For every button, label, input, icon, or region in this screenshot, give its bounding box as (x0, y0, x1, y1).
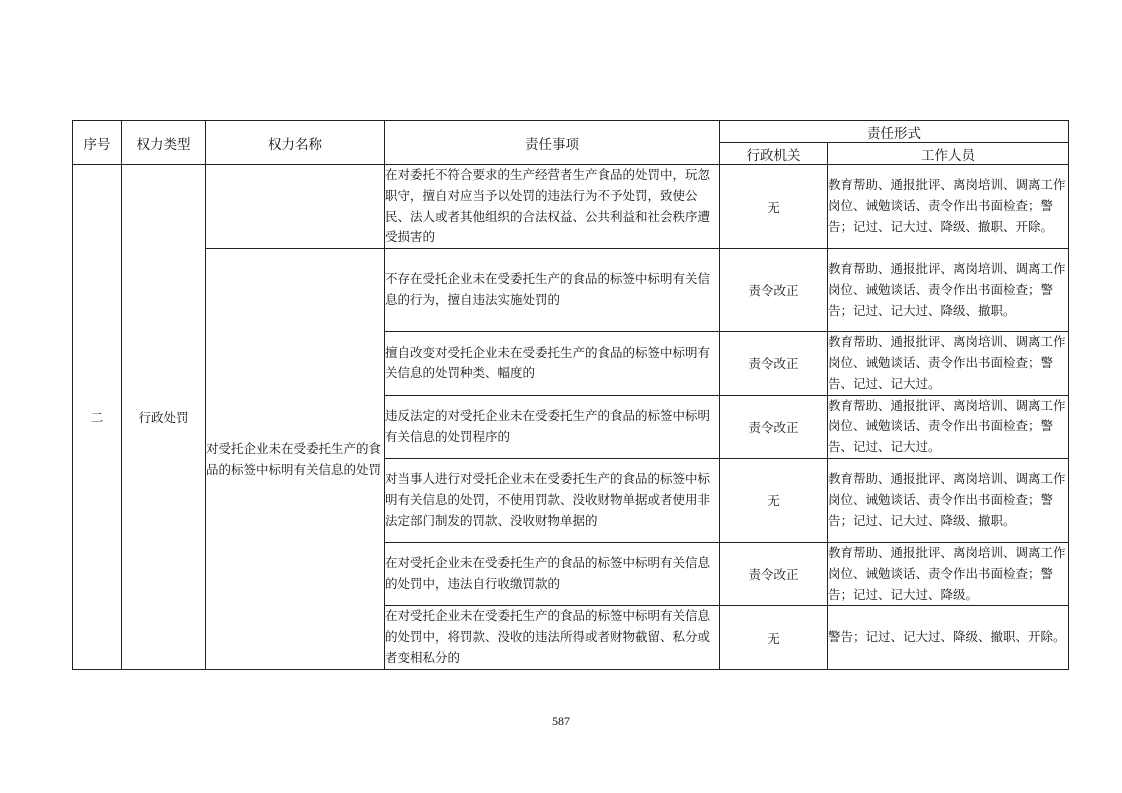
agency-form: 无 (720, 165, 828, 249)
staff-form: 教育帮助、通报批评、离岗培训、调离工作岗位、诫勉谈话、责令作出书面检查；警告、记过、记大过。 (828, 332, 1069, 395)
table-row (73, 165, 1069, 249)
staff-form: 教育帮助、通报批评、离岗培训、调离工作岗位、诫勉谈话、责令作出书面检查；警告；记过、记大过、降级、撤职。 (828, 458, 1069, 542)
header-responsibility: 责任事项 (385, 121, 720, 165)
header-seq: 序号 (73, 121, 122, 165)
agency-form: 无 (720, 458, 828, 542)
agency-form: 责令改正 (720, 332, 828, 395)
agency-form: 责令改正 (720, 395, 828, 458)
table-row (73, 249, 1069, 332)
header-power-name: 权力名称 (206, 121, 385, 165)
responsibility-item: 擅自改变对受托企业未在受委托生产的食品的标签中标明有关信息的处罚种类、幅度的 (385, 332, 720, 395)
staff-form: 教育帮助、通报批评、离岗培训、调离工作岗位、诫勉谈话、责令作出书面检查；警告、记过、记大过。 (828, 395, 1069, 458)
responsibility-item: 在对委托不符合要求的生产经营者生产食品的处罚中，玩忽职守，擅自对应当予以处罚的违法行为不予处罚，致使公民、法人或者其他组织的合法权益、公共利益和社会秩序遭受损害的 (385, 165, 720, 249)
group-power-name: 对受托企业未在受委托生产的食品的标签中标明有关信息的处罚 (206, 249, 385, 670)
agency-form: 责令改正 (720, 542, 828, 605)
responsibility-item: 不存在受托企业未在受委托生产的食品的标签中标明有关信息的行为，擅自违法实施处罚的 (385, 249, 720, 332)
staff-form: 教育帮助、通报批评、离岗培训、调离工作岗位、诫勉谈话、责令作出书面检查；警告；记过、记大过、降级。 (828, 542, 1069, 605)
group-power-type: 行政处罚 (122, 165, 206, 670)
agency-form: 责令改正 (720, 249, 828, 332)
header-form-group: 责任形式 (720, 121, 1069, 143)
header-agency: 行政机关 (720, 143, 828, 165)
group-seq: 二 (73, 165, 122, 670)
staff-form: 教育帮助、通报批评、离岗培训、调离工作岗位、诫勉谈话、责令作出书面检查；警告；记过、记大过、降级、撤职。 (828, 249, 1069, 332)
page-number: 587 (552, 714, 570, 728)
responsibility-item: 对当事人进行对受托企业未在受委托生产的食品的标签中标明有关信息的处罚，不使用罚款、没收财物单据或者使用非法定部门制发的罚款、没收财物单据的 (385, 458, 720, 542)
agency-form: 无 (720, 606, 828, 669)
header-staff: 工作人员 (828, 143, 1069, 165)
responsibility-table (72, 120, 1069, 670)
responsibility-item: 在对受托企业未在受委托生产的食品的标签中标明有关信息的处罚中，违法自行收缴罚款的 (385, 542, 720, 605)
power-name-top (206, 165, 385, 249)
header-power-type: 权力类型 (122, 121, 206, 165)
responsibility-item: 违反法定的对受托企业未在受委托生产的食品的标签中标明有关信息的处罚程序的 (385, 395, 720, 458)
responsibility-item: 在对受托企业未在受委托生产的食品的标签中标明有关信息的处罚中，将罚款、没收的违法所得或者财物截留、私分或者变相私分的 (385, 606, 720, 669)
staff-form: 教育帮助、通报批评、离岗培训、调离工作岗位、诫勉谈话、责令作出书面检查；警告；记过、记大过、降级、撤职、开除。 (828, 165, 1069, 249)
staff-form: 警告；记过、记大过、降级、撤职、开除。 (828, 606, 1069, 669)
